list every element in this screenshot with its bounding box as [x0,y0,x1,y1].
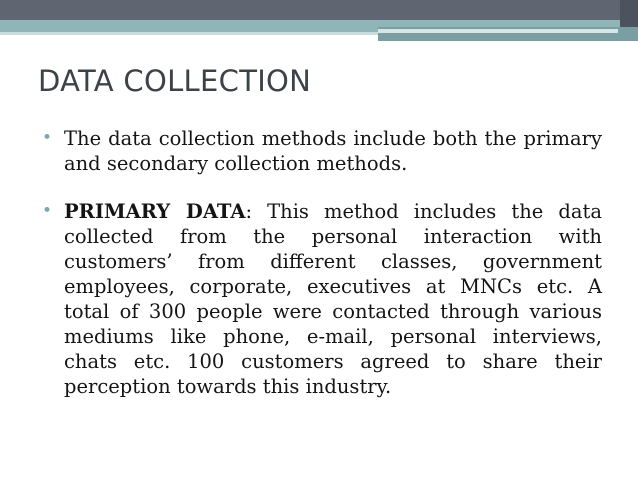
header-band-dark-strip [0,0,638,20]
bullet-icon: • [42,201,53,221]
bullet-item-methods [42,126,602,176]
header-band [0,0,638,48]
bullet-lead: PRIMARY DATA [64,200,246,223]
bullet-item-primary-data [42,199,602,399]
bullet-list [42,126,602,422]
bullet-icon: • [42,128,53,148]
slide-title: DATA COLLECTION [38,64,312,98]
header-band-corner [620,0,638,27]
header-band-notch-highlight [378,29,618,33]
bullet-text: : This method includes the data collected from the personal interaction with customers’ from different classes, government employees, corporate, executives at MNCs etc. A total of 300 people were contacted through various mediums like phone, e-mail, personal interviews, chats etc. 100 customers agreed to share their perception towards this industry. [64,200,602,398]
bullet-text: The data collection methods include both the primary and secondary collection methods. [64,127,602,175]
